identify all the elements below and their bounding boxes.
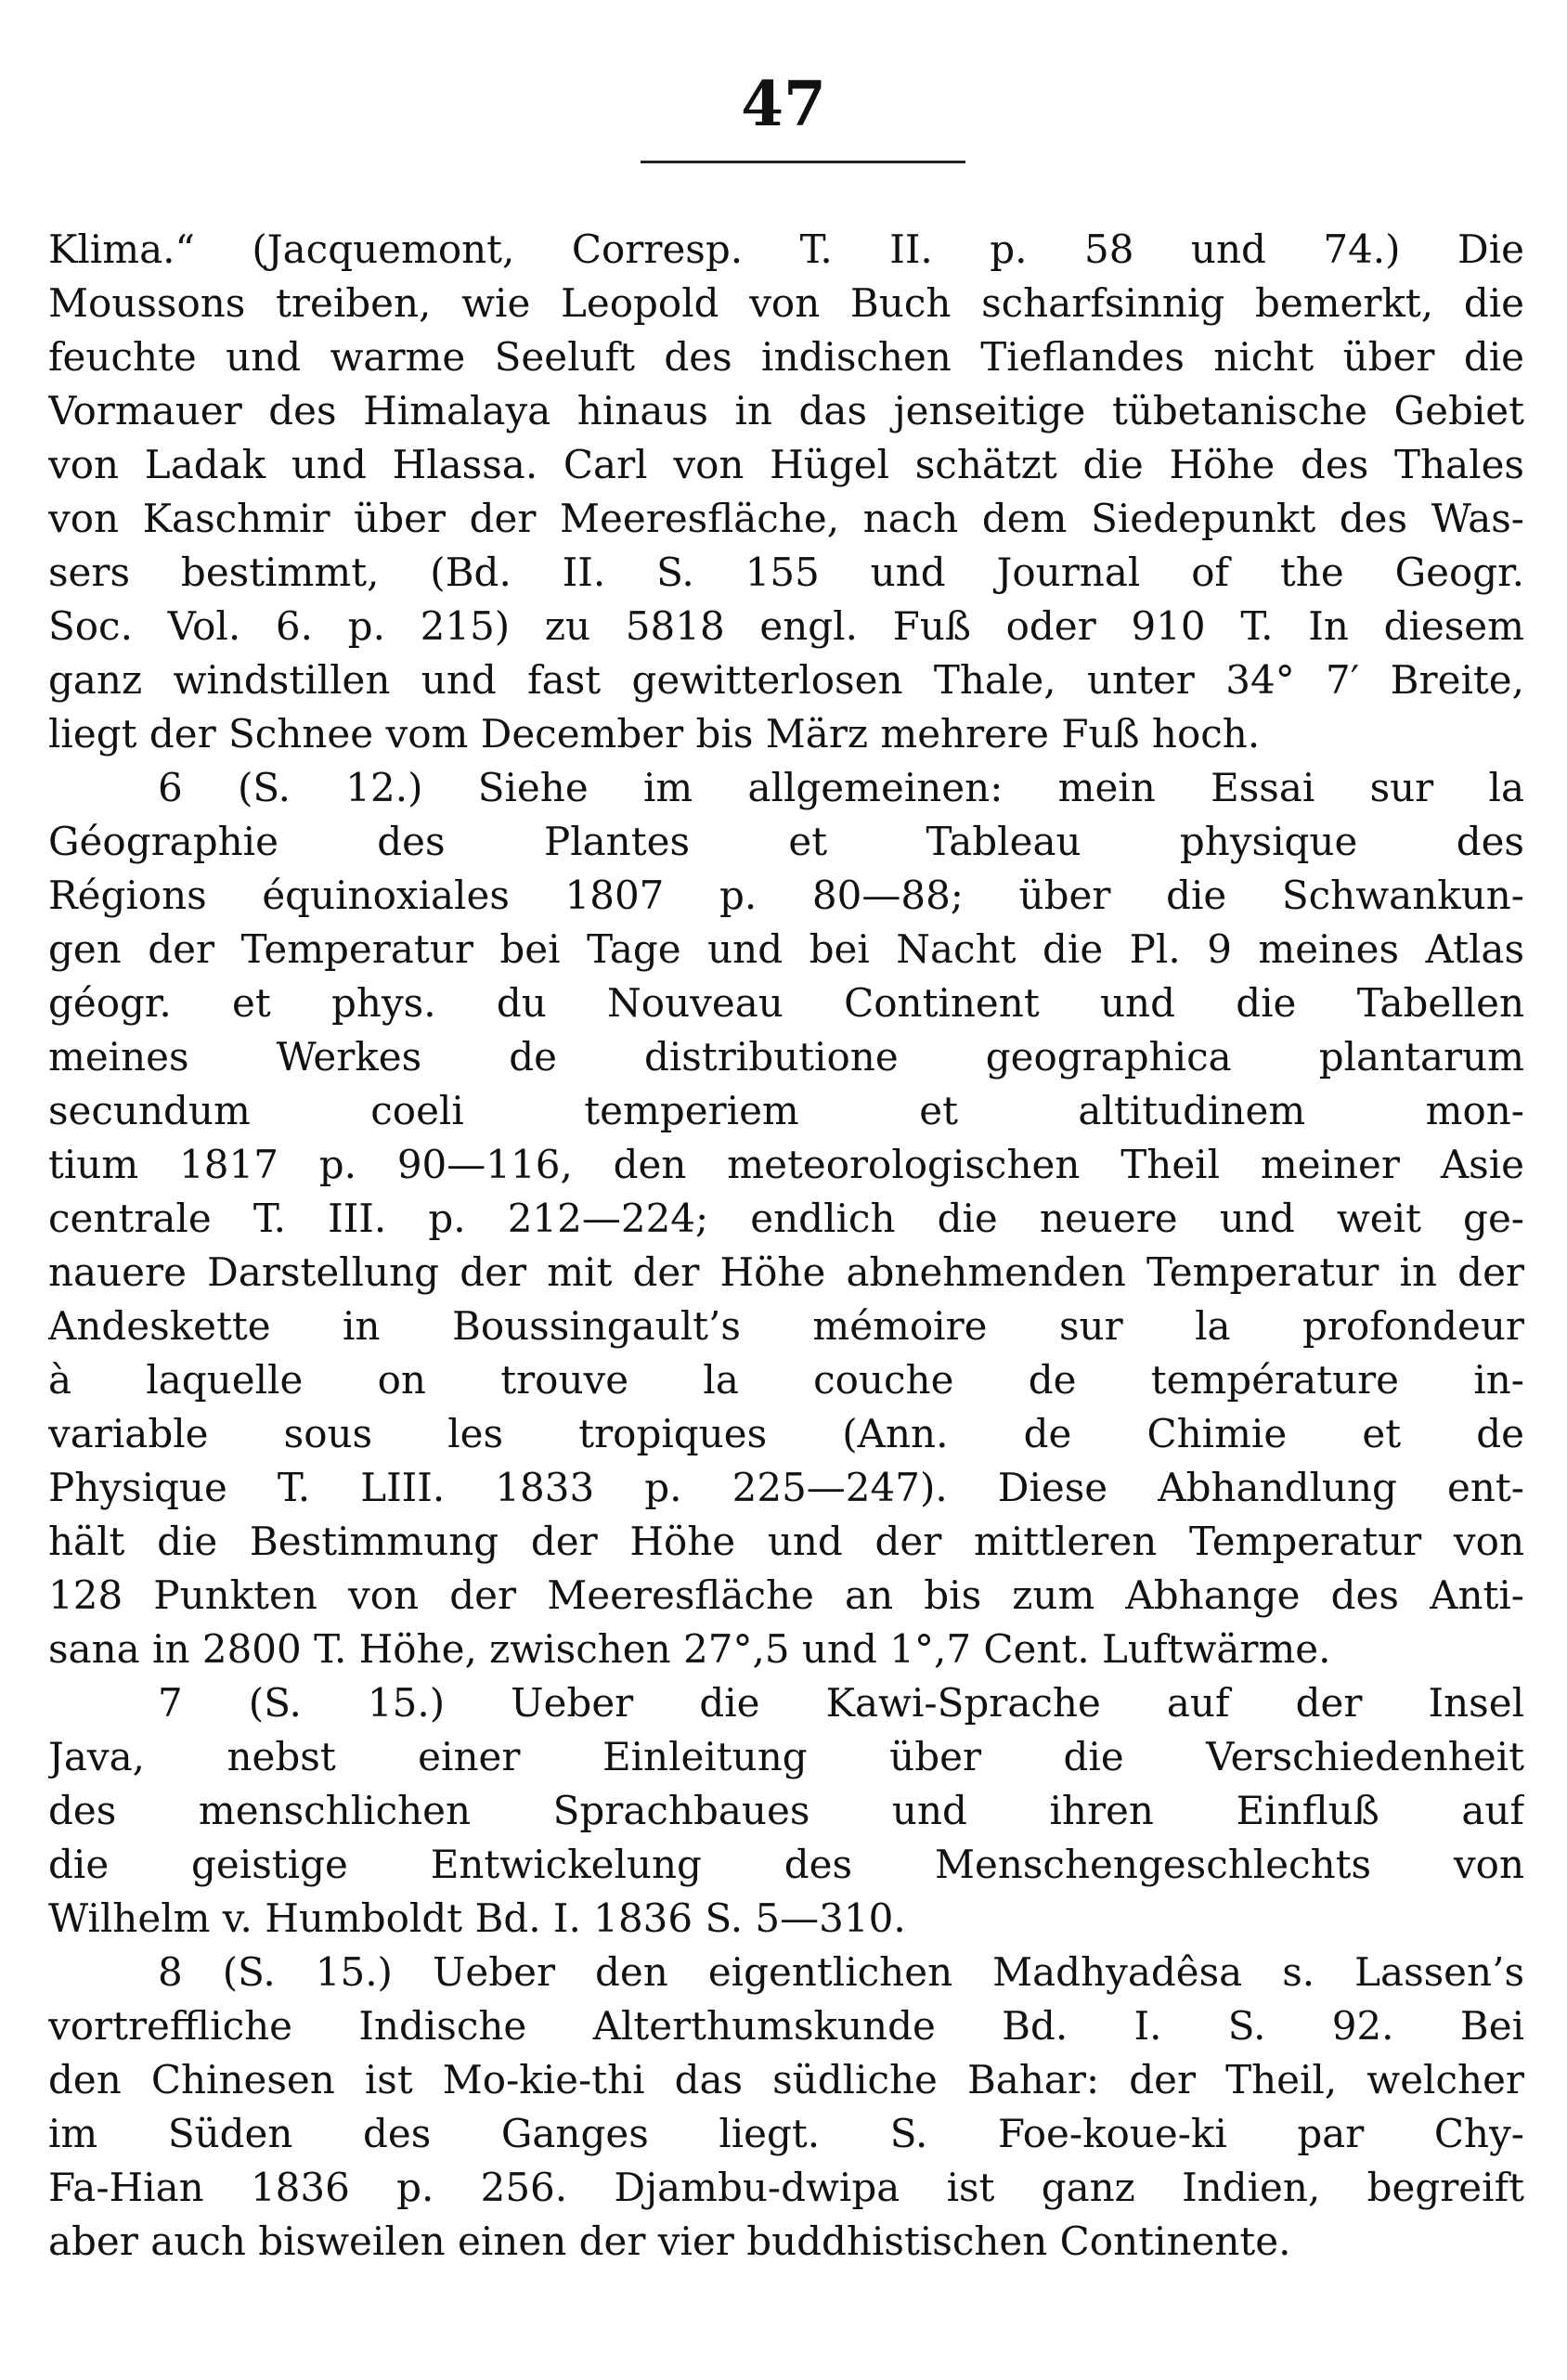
page-number: 47 [741, 68, 826, 140]
text-line: im Süden des Ganges liegt. S. Foe-koue-ki par Chy- [48, 2111, 1524, 2156]
header-rule [641, 161, 965, 163]
text-line: Physique T. LIII. 1833 p. 225—247). Diese Abhandlung ent- [48, 1465, 1524, 1510]
text-line: Fa-Hian 1836 p. 256. Djambu-dwipa ist ganz Indien, begreift [48, 2165, 1524, 2210]
text-line: die geistige Entwickelung des Menschengeschlechts von [48, 1842, 1524, 1887]
text-line: Klima.“ (Jacquemont, Corresp. T. II. p. 58 und 74.) Die [48, 226, 1524, 272]
text-line: sana in 2800 T. Höhe, zwischen 27°,5 und 1°,7 Cent. Luftwärme. [48, 1626, 1331, 1672]
text-line: sers bestimmt, (Bd. II. S. 155 und Journal of the Geogr. [48, 550, 1524, 595]
text-line: à laquelle on trouve la couche de température in- [48, 1357, 1524, 1403]
text-line: den Chinesen ist Mo-kie-thi das südliche Bahar: der Theil, welcher [48, 2057, 1524, 2102]
text-line: liegt der Schnee vom December bis März mehrere Fuß hoch. [48, 711, 1261, 757]
text-line: von Kaschmir über der Meeresfläche, nach dem Siedepunkt des Was- [48, 496, 1524, 541]
text-line: feuchte und warme Seeluft des indischen Tieflandes nicht über die [48, 334, 1524, 380]
text-line: 8 (S. 15.) Ueber den eigentlichen Madhyadêsa s. Lassen’s [158, 1949, 1524, 1995]
text-line: secundum coeli temperiem et altitudinem mon- [48, 1088, 1524, 1133]
text-line: hält die Bestimmung der Höhe und der mittleren Temperatur von [48, 1519, 1524, 1564]
text-line: des menschlichen Sprachbaues und ihren Einfluß auf [48, 1788, 1524, 1833]
text-line: 7 (S. 15.) Ueber die Kawi-Sprache auf der Insel [158, 1680, 1524, 1726]
text-line: variable sous les tropiques (Ann. de Chimie et de [48, 1411, 1524, 1456]
footnote-text-block [48, 223, 1524, 2269]
text-line: Vormauer des Himalaya hinaus in das jenseitige tübetanische Gebiet [48, 388, 1524, 433]
text-line: aber auch bisweilen einen der vier buddhistischen Continente. [48, 2218, 1291, 2264]
text-line: vortreffliche Indische Alterthumskunde Bd. I. S. 92. Bei [48, 2003, 1524, 2049]
text-line: ganz windstillen und fast gewitterlosen Thale, unter 34° 7′ Breite, [48, 657, 1524, 703]
text-line: meines Werkes de distributione geographica plantarum [48, 1034, 1524, 1080]
text-line: 6 (S. 12.) Siehe im allgemeinen: mein Essai sur la [158, 765, 1524, 810]
text-line: Régions équinoxiales 1807 p. 80—88; über die Schwankun- [48, 873, 1524, 918]
text-line: Java, nebst einer Einleitung über die Verschiedenheit [48, 1734, 1524, 1779]
text-line: centrale T. III. p. 212—224; endlich die neuere und weit ge- [48, 1196, 1524, 1241]
text-line: 128 Punkten von der Meeresfläche an bis zum Abhange des Anti- [48, 1572, 1524, 1618]
text-line: Soc. Vol. 6. p. 215) zu 5818 engl. Fuß oder 910 T. In diesem [48, 603, 1524, 649]
text-line: Andeskette in Boussingault’s mémoire sur la profondeur [48, 1303, 1524, 1349]
text-line: nauere Darstellung der mit der Höhe abnehmenden Temperatur in der [48, 1249, 1524, 1295]
text-line: géogr. et phys. du Nouveau Continent und die Tabellen [48, 980, 1524, 1026]
text-line: Wilhelm v. Humboldt Bd. I. 1836 S. 5—310. [48, 1895, 906, 1941]
text-line: von Ladak und Hlassa. Carl von Hügel schätzt die Höhe des Thales [48, 442, 1524, 487]
text-line: tium 1817 p. 90—116, den meteorologischen Theil meiner Asie [48, 1142, 1524, 1187]
text-line: gen der Temperatur bei Tage und bei Nacht die Pl. 9 meines Atlas [48, 926, 1524, 972]
text-line: Moussons treiben, wie Leopold von Buch scharfsinnig bemerkt, die [48, 280, 1524, 326]
text-line: Géographie des Plantes et Tableau physique des [48, 819, 1524, 864]
